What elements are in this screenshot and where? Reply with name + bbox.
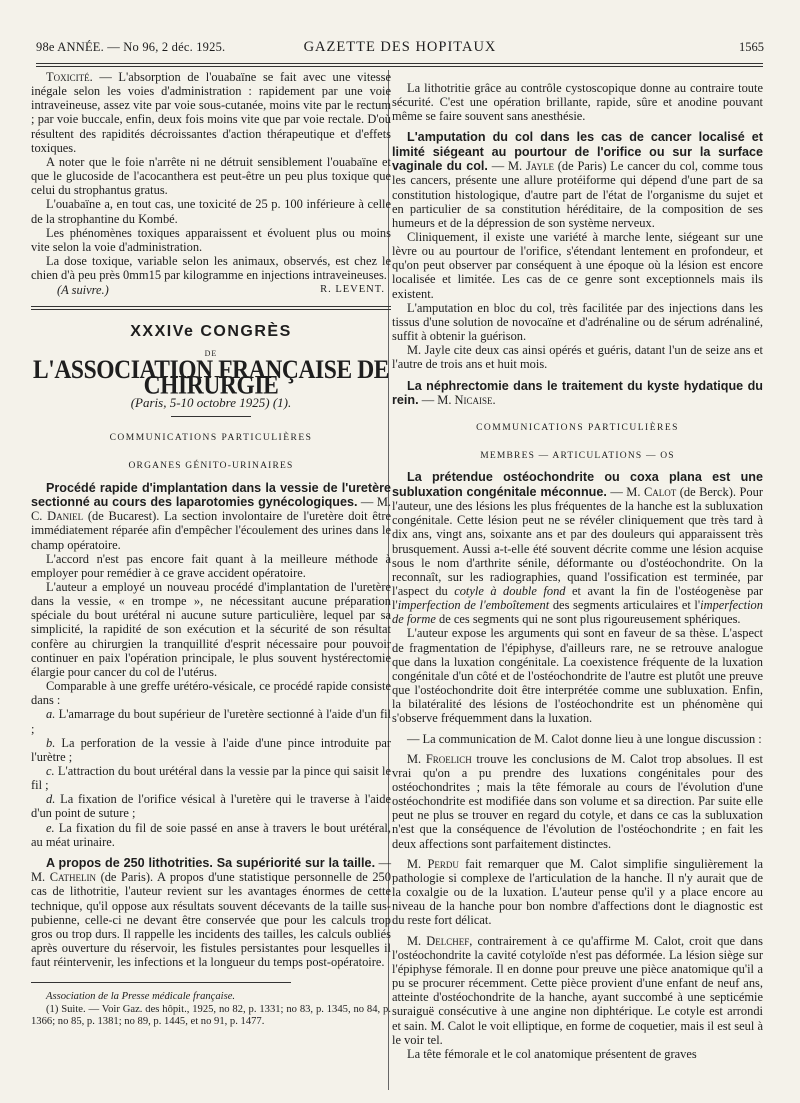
communications-heading-right: COMMUNICATIONS PARTICULIÈRES <box>476 423 679 434</box>
osteochondrite-author: Calot <box>643 484 677 499</box>
communications-heading: COMMUNICATIONS PARTICULIÈRES <box>109 433 313 444</box>
header-rule-top <box>36 63 763 64</box>
congress-title: XXXIVe CONGRÈS <box>130 322 292 340</box>
amputation-author: Jayle <box>525 159 554 174</box>
section-rule-double <box>31 309 391 310</box>
procede-step-e: e. La fixation du fil de soie passé en anse à travers le bout urétéral, au méat urinaire. <box>31 820 391 849</box>
header-rule-bottom <box>36 66 763 67</box>
procede-paragraph-2: L'accord n'est pas encore fait quant à la meilleure méthode à employer pour remédier à ce grave accident opératoire. <box>31 551 391 580</box>
footnote-1: (1) Suite. — Voir Gaz. des hôpit., 1925, no 82, p. 1331; no 83, p. 1345, no 84, p. 1366; no 85, p. 1381; no 89, p. 1445, et no 91, p. 1477. <box>31 1003 391 1027</box>
procede-step-a: a. L'amarrage du bout supérieur de l'uretère sectionné à l'aide d'un fil ; <box>31 707 391 736</box>
congress-association: L'ASSOCIATION FRANÇAISE DE CHIRURGIE <box>32 355 390 401</box>
procede-step-b: b. La perforation de la vessie à l'aide d'une pince introduite par l'urètre ; <box>31 735 391 764</box>
lithotritie-continued: La lithotritie grâce au contrôle cystoscopique donne au contraire toute sécurité. C'est une opération brillante, rapide, sûre et anodine pouvant même se faire souvent sans anesthésie. <box>392 81 763 124</box>
left-column <box>31 70 391 1028</box>
short-rule <box>171 416 251 417</box>
procede-paragraph-4: Comparable à une greffe urétéro-vésicale, ce procédé rapide consiste dans : <box>31 679 391 708</box>
page-header <box>36 38 764 60</box>
amputation-paragraph-4: M. Jayle cite deux cas ainsi opérés et guéris, datant l'un de seize ans et l'autre de trois ans et huit mois. <box>392 343 763 372</box>
footnotes <box>31 991 391 1028</box>
section-rule <box>31 306 391 307</box>
osteochondrite-paragraph-2: L'auteur expose les arguments qui sont en faveur de sa thèse. L'aspect de fragmentation de l'épiphyse, d'ailleurs rare, ne se retrouve analogue que dans la luxation congénitale. La coexistence fréquente de la luxation congénitale d'un côté et de l'ostéochondrite de l'autre est plutôt une preuve que l'ostéochondrite doit être interprétée comme une subluxation. Enfin, la bilatéralité des lésions de l'ostéochondrite est un phénomène qui s'observe fréquemment dans la luxation. <box>392 626 763 726</box>
toxicity-paragraph-4: Les phénomènes toxiques apparaissent et évoluent plus ou moins vite selon la voie d'administration. <box>31 225 391 254</box>
journal-title: GAZETTE DES HOPITAUX <box>303 39 497 55</box>
issue-info: 98e ANNÉE. — No 96, 2 déc. 1925. <box>36 40 226 54</box>
amputation-title: L'amputation du col dans les cas de cancer localisé et limité siégeant au pourtour de l'orifice ou sur la surface vaginale du col. <box>392 130 763 174</box>
procede-author: Daniel <box>47 509 84 524</box>
footnote-association: Association de la Presse médicale française. <box>46 991 236 1003</box>
discussion-froelich: M. Froelich trouve les conclusions de M. Calot trop absolues. Il est vrai qu'on a pu prendre des luxations congénitales pour des ostéochondrites ; mais la tête fémorale au cours de l'évolution d'une ostéochondrite est modifiée dans son volume et sa direction. Par suite elle peut ne plus se trouver en regard du cotyle, et dans ce cas la subluxation n'est que la conséquence de l'évolution de l'ostéochondrite ; en fait les deux affections sont parfaitement distinctes. <box>392 751 764 851</box>
toxicity-author: R. LEVENT. <box>320 284 385 296</box>
discussion-intro: — La communication de M. Calot donne lieu à une longue discussion : <box>407 731 762 746</box>
amputation-paragraph-3: L'amputation en bloc du col, très facilitée par des injections dans les tissus d'une solution de novocaïne et d'adrénaline ou de sérum adrénaliné, suffit à obtenir la guérison. <box>392 300 763 344</box>
lithotritie-title: A propos de 250 lithotrities. Sa supériorité sur la taille. <box>46 855 376 870</box>
congress-de: DE <box>204 348 218 358</box>
procede-step-c: c. L'attraction du bout urétéral dans la vessie par la pince qui saisit le fil ; <box>31 764 391 793</box>
toxicity-lead: Toxicité. <box>46 70 93 84</box>
right-column <box>392 81 763 1061</box>
osteochondrite-title: La prétendue ostéochondrite ou coxa plana est une subluxation congénitale méconnue. <box>392 470 763 499</box>
procede-title: Procédé rapide d'implantation dans la vessie de l'uretère sectionné au cours des laparotomies gynécologiques. <box>31 480 391 509</box>
discussion-delchef: M. Delchef, contrairement à ce qu'affirme M. Calot, croit que dans l'ostéochondrite la cavité cotyloïde n'est pas déformée. La lésion siège sur l'épiphyse fémorale. Il en donne pour preuve une pièce anatomique qu'il a pu se procurer récemment. Cette pièce provient d'une enfant de neuf ans, atteinte d'ostéochondrite de la hanche, ayant succombé à une septicémie suraiguë consécutive à une angine non diphtérique. Le cotyle est arrondi et sain. M. Calot le voit elliptique, en forme de coquetier, mais il est seul à le voir tel. <box>392 933 763 1047</box>
toxicity-paragraph-2: A noter que le foie n'arrête ni ne détruit sensiblement l'ouabaïne et que le glucoside de l'acocanthera est peut-être un peu plus toxique que celui du strophantus gratus. <box>31 154 391 198</box>
page-number: 1565 <box>739 40 764 54</box>
toxicity-paragraph-1: Toxicité. — L'absorption de l'ouabaïne se fait avec une vitesse inégale selon les voies d'administration : rapidement par une voie intraveineuse, assez vite par voie sous-cutanée, moins vite par le rectum ; par voie buccale, enfin, deux fois moins vite que par voie rectale. D'où résultent des rapidités décroissantes d'action thérapeutique et d'effets toxiques. <box>31 70 391 155</box>
discussion-perdu: M. Perdu fait remarquer que M. Calot simplifie singulièrement la pathologie si complexe de l'articulation de la hanche. Il n'y aurait que de la coxalgie ou de la luxation. L'auteur pense qu'il y a place encore au niveau de la hanche pour bon nombre d'affections dont le diagnostic est du reste fort délicat. <box>392 856 763 928</box>
procede-paragraph-3: L'auteur a employé un nouveau procédé d'implantation de l'uretère dans la vessie, « en trompe », ne nécessitant aucune préparation spéciale du bout urétéral ni aucune suture particulière, lequel par sa simplicité, la rapidité de son exécution et la sécurité de son résultat confère au chirurgien la tranquillité d'esprit nécessaire pour pouvoir continuer en paix l'opération principale, le plus souvent hystérectomie élargie pour cancer du col de l'utérus. <box>31 579 391 679</box>
procede-step-d: d. La fixation de l'orifice vésical à l'uretère qui le traverse à l'aide d'un point de suture ; <box>31 792 391 821</box>
to-be-continued: (A suivre.) <box>57 283 109 298</box>
footnote-rule <box>31 982 291 983</box>
nephrectomie-title: La néphrectomie dans le traitement du kyste hydatique du rein. <box>392 378 763 407</box>
osteochondrite-article: La prétendue ostéochondrite ou coxa plana est une subluxation congénitale méconnue. — M. Calot (de Berck). Pour l'auteur, une des lésions les plus fréquentes de la hanche est la subluxation congénitale. Cette lésion peut ne se révéler cliniquement que très tard à dix ans, vingt ans, soixante ans et par des douleurs qui apparaissent très brusquement. Aussi a-t-elle été souvent décrite comme une lésion acquise sous le nom d'arthrite sénile, déformante ou d'ostéochondrite. On la reconnaît, sur les radiographies, quand l'ossification est terminée, par l'aspect du cotyle à double fond et avant la fin de l'ostéogenèse par l'imperfection de l'emboîtement des segments articulaires et l'imperfection de forme de ces segments qui ne sont plus rigoureusement sphériques. <box>392 470 764 627</box>
congress-place-date: (Paris, 5-10 octobre 1925) (1). <box>130 395 292 411</box>
nephrectomie-article: La néphrectomie dans le traitement du kyste hydatique du rein. — M. Nicaise. <box>392 378 763 407</box>
toxicity-paragraph-3: L'ouabaïne a, en tout cas, une toxicité de 25 p. 100 inférieure à celle de la strophantine du Kombé. <box>31 197 391 226</box>
discussion-continued: La tête fémorale et le col anatomique présentent de graves <box>407 1046 697 1061</box>
lithotritie-author: Cathelin <box>49 870 97 885</box>
amputation-article: L'amputation du col dans les cas de cancer localisé et limité siégeant au pourtour de l'orifice ou sur la surface vaginale du col. — M. Jayle (de Paris) Le cancer du col, comme tous les cancers, présente une allure protéiforme qui dépend d'une part de sa constitution histologique, d'autre part de l'état de l'organisme du sujet et en particulier de sa constitution héréditaire, de la composition de ses humeurs et de la dépression de son système nerveux. <box>392 130 763 230</box>
amputation-paragraph-2: Cliniquement, il existe une variété à marche lente, siégeant sur une lèvre ou au pourtour de l'orifice, s'étendant lentement en profondeur, et qu'on peut observer par conséquent à une époque où la lésion est encore localisée et limitée. Les cas de ce genre sont exceptionnels mais ils existent. <box>392 229 763 301</box>
toxicity-paragraph-5: La dose toxique, variable selon les animaux, observés, est chez le chien d'à peu près 0mm15 par kilogramme en injections intraveineuses. <box>31 254 391 283</box>
procede-article: Procédé rapide d'implantation dans la vessie de l'uretère sectionné au cours des laparotomies gynécologiques. — M. C. Daniel (de Bucarest). La section involontaire de l'uretère doit être immédiatement réparée afin d'empêcher l'écoulement des urines dans le champ opératoire. <box>31 480 391 552</box>
lithotritie-article: A propos de 250 lithotrities. Sa supériorité sur la taille. — M. Cathelin (de Paris). A propos d'une statistique personnelle de 250 cas de lithotritie, l'auteur revient sur les avantages énormes de cette technique, qu'il oppose aux résultats souvent décevants de la taille sus-pubienne, celle-ci ne devant être conservée que pour les calculs trop gros ou trop durs. Il rappelle les incidents des tailles, les calculs oubliés après ouverture du réservoir, les fistules persistantes pour lesquelles il faut réintervenir, les infections et la longueur du temps post-opératoire. <box>31 855 392 970</box>
toxicity-signature <box>31 283 391 297</box>
nephrectomie-author: Nicaise. <box>454 392 496 407</box>
membres-heading: MEMBRES — ARTICULATIONS — OS <box>480 451 675 462</box>
organes-heading: ORGANES GÉNITO-URINAIRES <box>128 461 294 472</box>
